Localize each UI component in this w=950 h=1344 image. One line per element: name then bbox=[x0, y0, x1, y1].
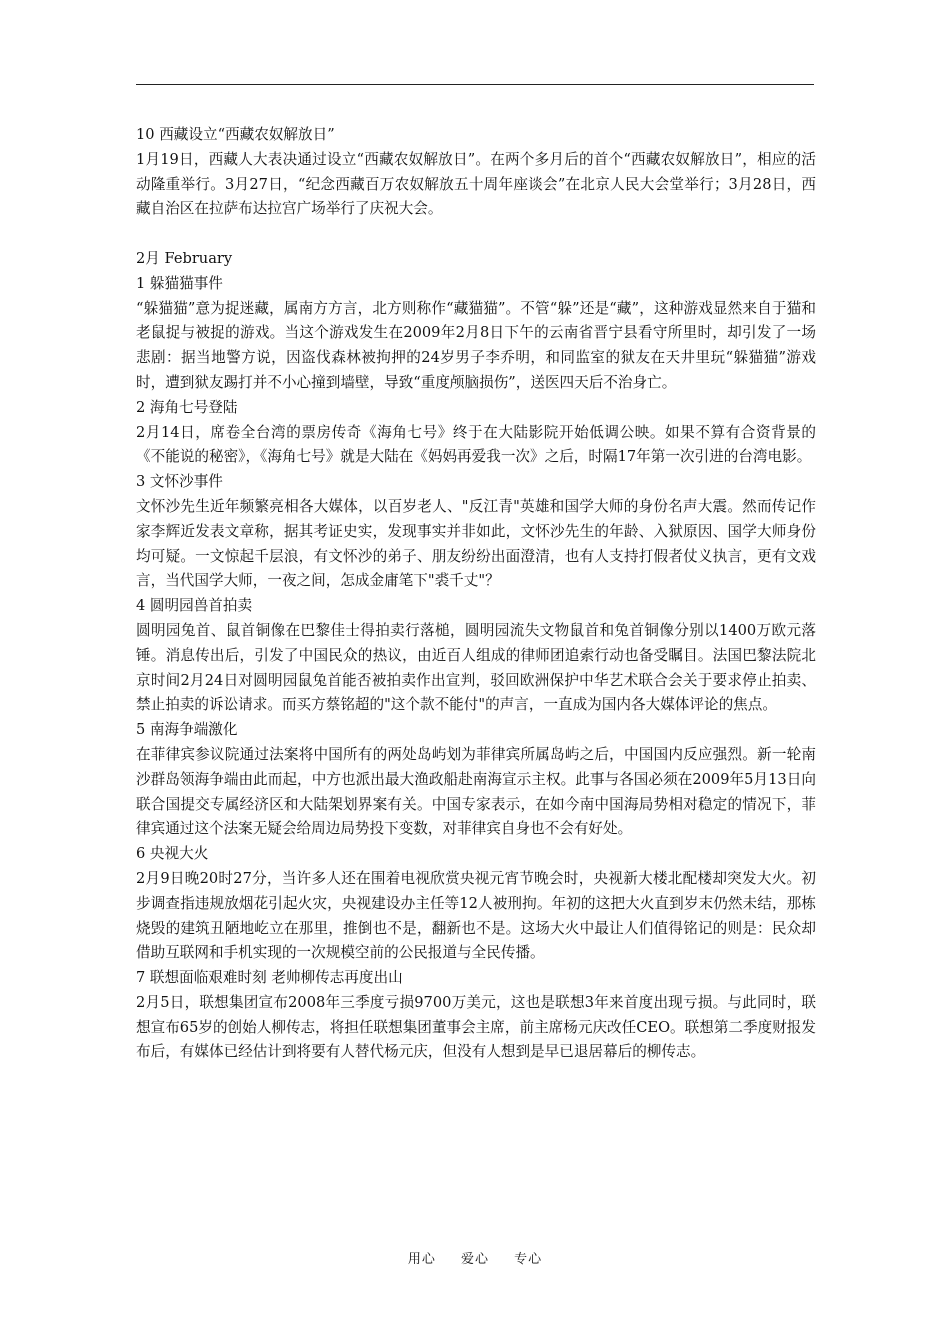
page-footer bbox=[0, 1248, 950, 1267]
month-heading: 2月 February bbox=[136, 249, 233, 267]
item-heading: 2 海角七号登陆 bbox=[136, 398, 238, 416]
document-body bbox=[136, 123, 816, 1065]
item-heading: 3 文怀沙事件 bbox=[136, 473, 223, 491]
item-paragraph: 2月9日晚20时27分，当许多人还在围着电视欣赏央视元宵节晚会时，央视新大楼北配楼却突发大火。初步调查指违规放烟花引起火灾，央视建设办主任等12人被刑拘。年初的这把大火直到岁末仍然未结，那栋烧毁的建筑丑陋地屹立在那里，推倒也不是，翻新也不是。这场大火中最让人们值得铭记的则是：民众却借助互联网和手机实现的一次规模空前的公民报道与全民传播。 bbox=[136, 869, 816, 962]
item-paragraph: 文怀沙先生近年频繁亮相各大媒体，以百岁老人、"反江青"英雄和国学大师的身份名声大震。然而传记作家李辉近发表文章称，据其考证史实，发现事实并非如此，文怀沙先生的年龄、入狱原因、国学大师身份均可疑。一文惊起千层浪，有文怀沙的弟子、朋友纷纷出面澄清，也有人支持打假者仗义执言，更有文戏言，当代国学大师，一夜之间，怎成金庸笔下"裘千丈"？ bbox=[136, 497, 816, 590]
item-paragraph: 在菲律宾参议院通过法案将中国所有的两处岛屿划为菲律宾所属岛屿之后，中国国内反应强烈。新一轮南沙群岛领海争端由此而起，中方也派出最大渔政船赴南海宣示主权。此事与各国必须在2009年5月13日向联合国提交专属经济区和大陆架划界案有关。中国专家表示，在如今南中国海局势相对稳定的情况下，菲律宾通过这个法案无疑会给周边局势投下变数，对菲律宾自身也不会有好处。 bbox=[136, 745, 816, 838]
item-paragraph: 2月5日，联想集团宣布2008年三季度亏损9700万美元，这也是联想3年来首度出现亏损。与此同时，联想宣布65岁的创始人柳传志，将担任联想集团董事会主席，前主席杨元庆改任CEO。联想第二季度财报发布后，有媒体已经估计到将要有人替代杨元庆，但没有人想到是早已退居幕后的柳传志。 bbox=[136, 993, 816, 1061]
item-heading: 1 躲猫猫事件 bbox=[136, 274, 223, 292]
header-rule bbox=[136, 84, 814, 85]
section-heading: 10 西藏设立“西藏农奴解放日” bbox=[136, 126, 335, 143]
item-heading: 4 圆明园兽首拍卖 bbox=[136, 597, 253, 615]
footer-word: 专心 bbox=[514, 1252, 543, 1267]
item-heading: 6 央视大火 bbox=[136, 845, 209, 863]
item-paragraph: 2月14日，席卷全台湾的票房传奇《海角七号》终于在大陆影院开始低调公映。如果不算有合资背景的《不能说的秘密》，《海角七号》就是大陆在《妈妈再爱我一次》之后，时隔17年第一次引进的台湾电影。 bbox=[136, 423, 816, 466]
item-heading: 5 南海争端激化 bbox=[136, 721, 238, 739]
footer-word: 爱心 bbox=[460, 1252, 489, 1267]
item-paragraph: 圆明园兔首、鼠首铜像在巴黎佳士得拍卖行落槌，圆明园流失文物鼠首和兔首铜像分别以1400万欧元落锤。消息传出后，引发了中国民众的热议，由近百人组成的律师团追索行动也备受瞩目。法国巴黎法院北京时间2月24日对圆明园鼠兔首能否被拍卖作出宣判，驳回欧洲保护中华艺术联合会关于要求停止拍卖、禁止拍卖的诉讼请求。而买方蔡铭超的"这个款不能付"的声言，一直成为国内各大媒体评论的焦点。 bbox=[136, 621, 816, 714]
blank-line bbox=[136, 222, 816, 247]
footer-word: 用心 bbox=[407, 1252, 436, 1267]
item-heading: 7 联想面临艰难时刻 老帅柳传志再度出山 bbox=[136, 969, 403, 987]
section-paragraph: 1月19日，西藏人大表决通过设立“西藏农奴解放日”。在两个多月后的首个“西藏农奴解放日”，相应的活动隆重举行。3月27日，“纪念西藏百万农奴解放五十周年座谈会”在北京人民大会堂举行；3月28日，西藏自治区在拉萨布达拉宫广场举行了庆祝大会。 bbox=[136, 150, 816, 218]
item-paragraph: “躲猫猫”意为捉迷藏，属南方方言，北方则称作“藏猫猫”。不管“躲”还是“藏”，这种游戏显然来自于猫和老鼠捉与被捉的游戏。当这个游戏发生在2009年2月8日下午的云南省晋宁县看守所里时，却引发了一场悲剧：据当地警方说，因盗伐森林被拘押的24岁男子李乔明，和同监室的狱友在天井里玩“躲猫猫”游戏时，遭到狱友踢打并不小心撞到墙壁，导致“重度颅脑损伤”，送医四天后不治身亡。 bbox=[136, 299, 816, 391]
